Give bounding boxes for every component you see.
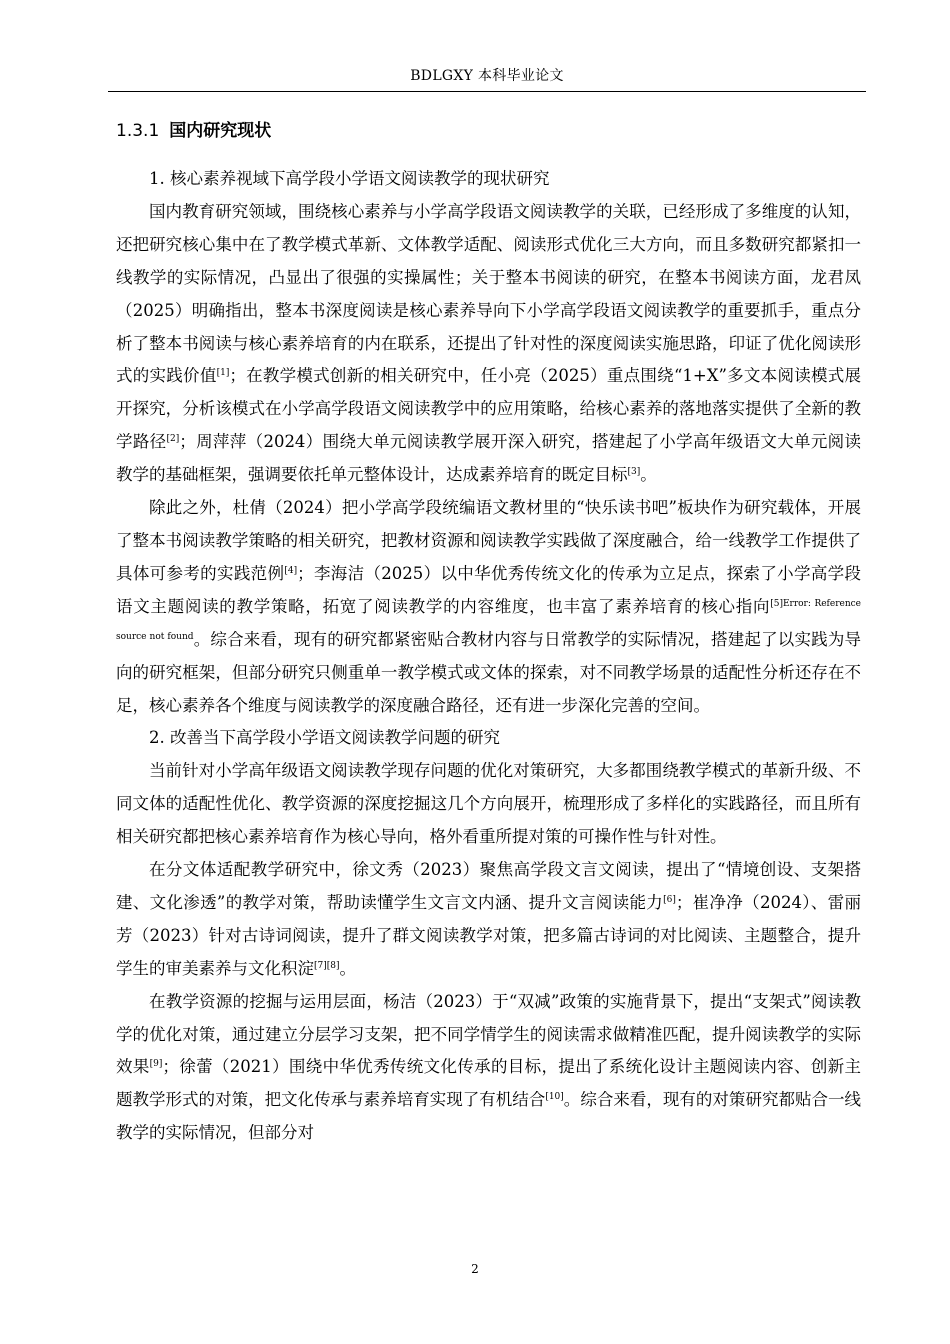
paragraph [116, 986, 861, 1151]
subsection-heading: 1. 核心素养视域下高学段小学语文阅读教学的现状研究 [149, 169, 550, 188]
citation-marker: [10] [545, 1092, 564, 1103]
citation-marker: [1] [216, 368, 230, 379]
text-run: 在分文体适配教学研究中，徐文秀（2023）聚焦高学段文言文阅读，提出了“情境创设、支架搭建、文化渗透”的教学对策，帮助读懂学生文言文内涵、提升文言阅读能力 [116, 860, 861, 912]
header-divider [108, 91, 866, 92]
text-run: 。 [339, 958, 356, 978]
text-run: 。综合来看，现有的对策研究都贴合一线教学的实际情况，但部分对 [116, 1090, 862, 1143]
citation-marker: [9] [149, 1059, 163, 1070]
citation-marker: [5]Error: Reference source not found [116, 598, 862, 642]
paragraph [116, 196, 861, 492]
citation-marker: [6] [663, 894, 676, 905]
subsection-heading: 2. 改善当下高学段小学语文阅读教学问题的研究 [149, 728, 500, 748]
text-run: ；在教学模式创新的相关研究中，任小亮（2025）重点围绕“1+X”多文本阅读模式展开探究，分析该模式在小学高学段语文阅读教学中的应用策略，给核心素养的落地落实提供了全新的教学路径 [116, 366, 862, 452]
text-run: ；李海洁（2025）以中华优秀传统文化的传承为立足点，探索了小学高学段语文主题阅读的教学策略，拓宽了阅读教学的内容维度，也丰富了素养培育的核心指向 [116, 563, 861, 616]
page-number: 2 [471, 1262, 479, 1276]
citation-marker: [7][8] [314, 960, 340, 971]
section-heading [116, 119, 271, 143]
paragraph [116, 492, 861, 722]
citation-marker: [2] [166, 434, 180, 445]
text-run: 除此之外，杜倩（2024）把小学高学段统编语文教材里的“快乐读书吧”板块作为研究载体，开展了整本书阅读教学策略的相关研究，把教材资源和阅读教学实践做了深度融合，给一线教学工作提供了具体可参考的实践范例 [116, 498, 861, 583]
text-run: 在教学资源的挖掘与运用层面，杨洁（2023）于“双减”政策的实施背景下，提出“支架式”阅读教学的优化对策，通过建立分层学习支架，把不同学情学生的阅读需求做精准匹配，提升阅读教学的实际效果 [116, 991, 861, 1077]
citation-marker: [4] [284, 565, 298, 576]
text-run: ；崔净净（2024）、雷丽芳（2023）针对古诗词阅读，提升了群文阅读教学对策，把多篇古诗词的对比阅读、主题整合，提升学生的审美素养与文化积淀 [116, 892, 861, 978]
text-run: ；周萍萍（2024）围绕大单元阅读教学展开深入研究，搭建起了小学高年级语文大单元阅读教学的基础框架，强调要依托单元整体设计，达成素养培育的既定目标 [116, 432, 862, 485]
running-header: BDLGXY 本科毕业论文 [410, 68, 564, 84]
section-number: 1.3.1 [116, 121, 160, 141]
text-run: 。 [640, 465, 657, 485]
paragraph [116, 755, 861, 854]
body-text [116, 163, 861, 1150]
section-title: 国内研究现状 [169, 121, 272, 141]
text-run: 当前针对小学高年级语文阅读教学现存问题的优化对策研究，大多都围绕教学模式的革新升级、不同文体的适配性优化、教学资源的深度挖掘这几个方向展开，梳理形成了多样化的实践路径，而且所有相关研究都把核心素养培育作为核心导向，格外看重所提对策的可操作性与针对性。 [116, 761, 861, 847]
paragraph [116, 854, 861, 986]
text-run: 。综合来看，现有的研究都紧密贴合教材内容与日常教学的实际情况，搭建起了以实践为导向的研究框架，但部分研究只侧重单一教学模式或文体的探索，对不同教学场景的适配性分析还存在不足，核心素养各个维度与阅读教学的深度融合路径，还有进一步深化完善的空间。 [116, 629, 862, 715]
citation-marker: [3] [627, 467, 641, 478]
text-run: 国内教育研究领域，围绕核心素养与小学高学段语文阅读教学的关联，已经形成了多维度的认知，还把研究核心集中在了教学模式革新、文体教学适配、阅读形式优化三大方向，而且多数研究都紧扣一线教学的实际情况，凸显出了很强的实操属性；关于整本书阅读的研究，在整本书阅读方面，龙君凤（2025）明确指出，整本书深度阅读是核心素养导向下小学高学段语文阅读教学的重要抓手，重点分析了整本书阅读与核心素养培育的内在联系，还提出了针对性的深度阅读实施思路，印证了优化阅读形式的实践价值 [116, 201, 861, 386]
text-run: ；徐蕾（2021）围绕中华优秀传统文化传承的目标，提出了系统化设计主题阅读内容、创新主题教学形式的对策，把文化传承与素养培育实现了有机结合 [116, 1057, 861, 1110]
